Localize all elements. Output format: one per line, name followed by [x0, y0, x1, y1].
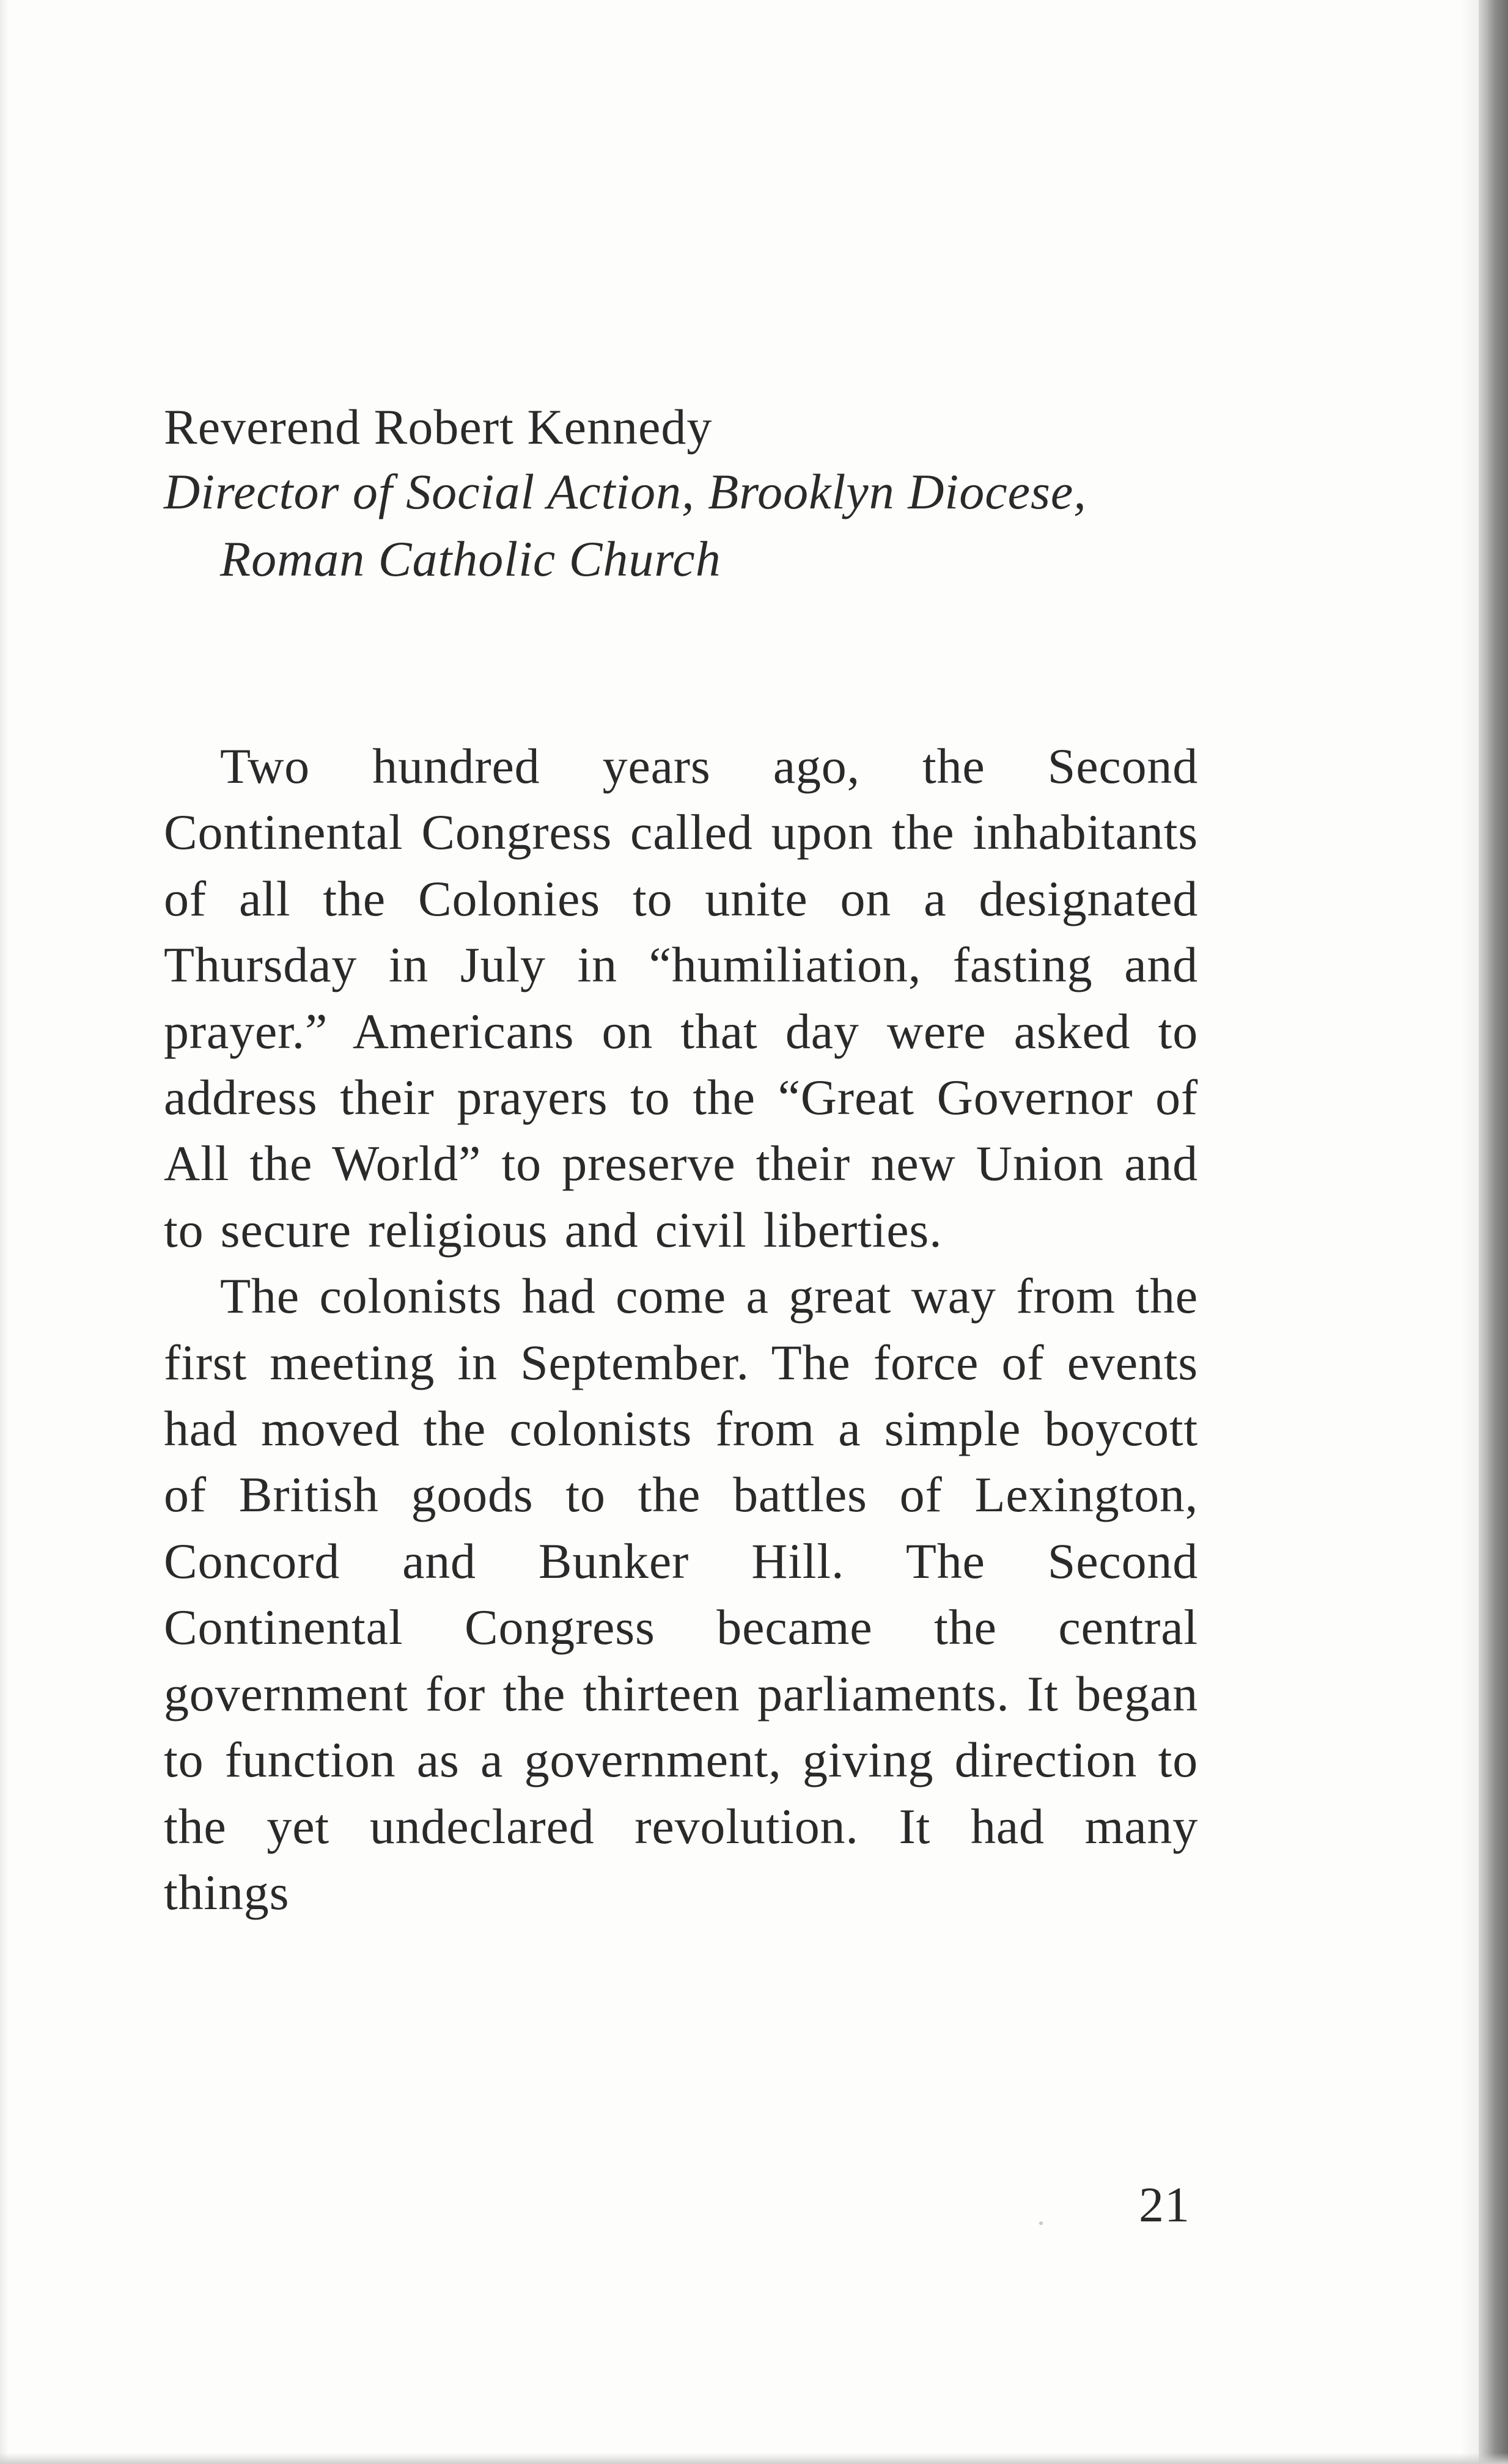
speaker-name: Reverend Robert Kennedy	[164, 399, 713, 455]
body-text	[164, 733, 1198, 1926]
paper-left-edge	[0, 0, 9, 2464]
paragraph-1: Two hundred years ago, the Second Continental Congress called upon the inhabitants of all the Colonies to unite on a designated Thursday in July in “humiliation, fasting and prayer.” Americans on that day were asked to address their prayers to the “Great Governor of All the World” to preserve their new Union and to secure religious and civil liberties.	[164, 738, 1198, 1258]
speaker-title-line-2: Roman Catholic Church	[220, 531, 721, 587]
speaker-title-line-1: Director of Social Action, Brooklyn Diocese,	[164, 464, 1087, 519]
page-number: 21	[1139, 2177, 1190, 2232]
speaker-heading	[164, 396, 1203, 593]
paper-speck	[1039, 2221, 1043, 2225]
paper-bottom-edge	[0, 2453, 1508, 2464]
paragraph-2: The colonists had come a great way from the first meeting in September. The force of events had moved the colonists from a simple boycott of British goods to the battles of Lexington, Concord and Bunker Hill. The Second Continental Congress became the central government for the thirteen parliaments. It began to function as a government, giving direction to the yet undeclared revolution. It had many things	[164, 1268, 1198, 1920]
binding-edge	[1479, 0, 1508, 2464]
binding-shadow	[1460, 0, 1479, 2464]
